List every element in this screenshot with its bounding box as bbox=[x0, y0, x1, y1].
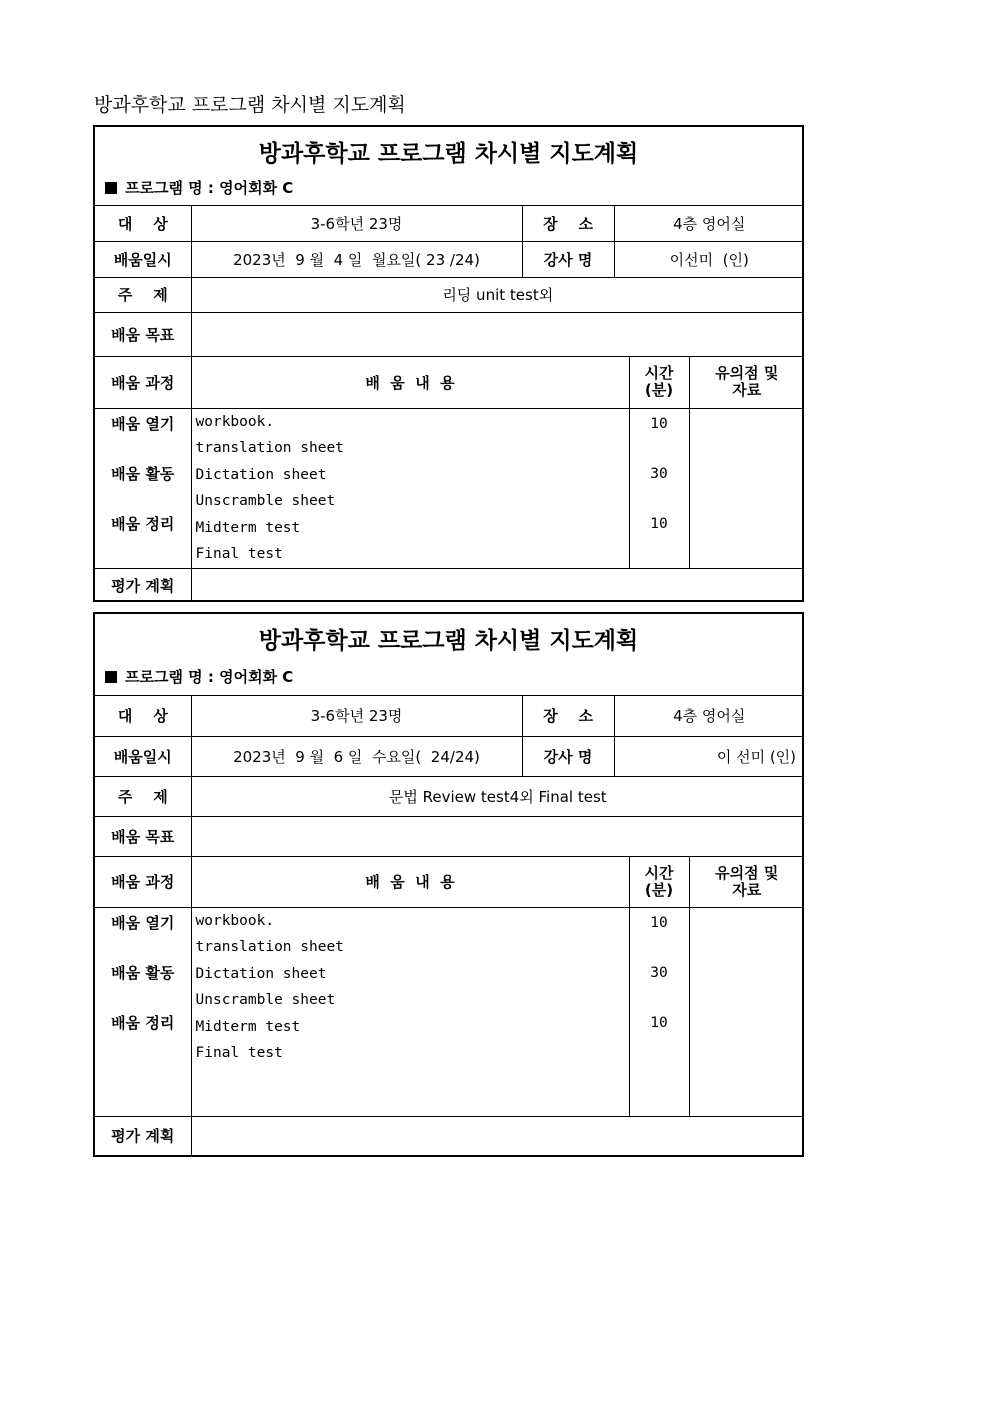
plan-table bbox=[95, 696, 804, 1155]
content-line: Final test bbox=[195, 546, 283, 562]
notes-header-line: 자료 bbox=[732, 880, 762, 899]
time-value: 30 bbox=[650, 964, 668, 981]
time-header bbox=[629, 856, 689, 907]
stages-cell bbox=[95, 907, 191, 1116]
time-value: 10 bbox=[650, 515, 668, 532]
target-value: 3-6학년 23명 bbox=[191, 206, 522, 241]
place-value: 4층 영어실 bbox=[614, 206, 804, 241]
date-label: 배움일시 bbox=[95, 241, 191, 277]
target-value: 3-6학년 23명 bbox=[191, 696, 522, 736]
notes-cell bbox=[689, 907, 804, 1116]
topic-value: 리딩 unit test외 bbox=[191, 277, 804, 312]
place-value: 4층 영어실 bbox=[614, 696, 804, 736]
document-title: 방과후학교 프로그램 차시별 지도계획 bbox=[94, 94, 406, 116]
content-line: Final test bbox=[195, 1045, 283, 1061]
notes-header-line: 자료 bbox=[732, 381, 762, 399]
content-line: Dictation sheet bbox=[195, 466, 327, 483]
content-line: Dictation sheet bbox=[195, 965, 327, 982]
notes-header bbox=[689, 356, 804, 408]
time-value: 10 bbox=[650, 1014, 668, 1031]
notes-header-line: 유의점 및 bbox=[715, 364, 779, 382]
evaluation-value bbox=[191, 1116, 804, 1155]
content-line: translation sheet bbox=[195, 939, 344, 955]
time-value: 10 bbox=[650, 914, 668, 931]
notes-header bbox=[689, 856, 804, 907]
time-header-line: (분) bbox=[644, 880, 674, 899]
stages-cell bbox=[95, 408, 191, 568]
evaluation-label: 평가 계획 bbox=[95, 568, 191, 602]
times-cell bbox=[629, 907, 689, 1116]
stage-label: 배움 열기 bbox=[111, 414, 175, 433]
date-value: 2023년 9 월 4 일 월요일( 23 /24) bbox=[191, 241, 522, 277]
notes-header-line: 유의점 및 bbox=[715, 863, 779, 882]
goal-value bbox=[191, 312, 804, 356]
content-line: translation sheet bbox=[195, 440, 344, 456]
date-label: 배움일시 bbox=[95, 736, 191, 776]
instructor-label: 강사 명 bbox=[522, 736, 614, 776]
content-line: Unscramble sheet bbox=[195, 493, 336, 509]
notes-cell bbox=[689, 408, 804, 568]
plan-title: 방과후학교 프로그램 차시별 지도계획 bbox=[258, 628, 639, 654]
content-line: Midterm test bbox=[195, 1018, 301, 1035]
stage-label: 배움 정리 bbox=[111, 1013, 175, 1032]
content-header: 배 움 내 용 bbox=[191, 856, 629, 907]
goal-value bbox=[191, 816, 804, 856]
plan-header bbox=[95, 614, 802, 696]
instructor-value: 이 선미 (인) bbox=[614, 736, 804, 776]
lesson-plan-1 bbox=[93, 125, 804, 602]
times-cell bbox=[629, 408, 689, 568]
instructor-value: 이선미 (인) bbox=[614, 241, 804, 277]
lesson-plan-2 bbox=[93, 612, 804, 1157]
topic-label: 주 제 bbox=[95, 776, 191, 816]
goal-label: 배움 목표 bbox=[95, 816, 191, 856]
square-bullet-icon bbox=[105, 182, 117, 194]
place-label: 장 소 bbox=[522, 206, 614, 241]
program-name: 프로그램 명 : 영어회화 C bbox=[105, 177, 293, 198]
topic-value: 문법 Review test4외 Final test bbox=[191, 776, 804, 816]
time-value: 10 bbox=[650, 415, 668, 432]
stage-label: 배움 활동 bbox=[111, 963, 175, 982]
date-value: 2023년 9 월 6 일 수요일( 24/24) bbox=[191, 736, 522, 776]
stage-label: 배움 정리 bbox=[111, 514, 175, 533]
process-label: 배움 과정 bbox=[95, 856, 191, 907]
stage-label: 배움 열기 bbox=[111, 913, 175, 932]
program-name: 프로그램 명 : 영어회화 C bbox=[105, 666, 293, 687]
square-bullet-icon bbox=[105, 671, 117, 683]
content-line: workbook. bbox=[195, 413, 275, 430]
content-line: Unscramble sheet bbox=[195, 992, 336, 1008]
stage-label: 배움 활동 bbox=[111, 464, 175, 483]
content-line: workbook. bbox=[195, 912, 275, 929]
process-label: 배움 과정 bbox=[95, 356, 191, 408]
goal-label: 배움 목표 bbox=[95, 312, 191, 356]
time-header-line: (분) bbox=[644, 381, 674, 399]
target-label: 대 상 bbox=[95, 696, 191, 736]
topic-label: 주 제 bbox=[95, 277, 191, 312]
content-cell bbox=[191, 408, 629, 568]
time-header bbox=[629, 356, 689, 408]
plan-table bbox=[95, 206, 804, 602]
plan-header bbox=[95, 127, 802, 206]
time-header-line: 시간 bbox=[644, 863, 674, 882]
instructor-label: 강사 명 bbox=[522, 241, 614, 277]
target-label: 대 상 bbox=[95, 206, 191, 241]
time-header-line: 시간 bbox=[644, 364, 674, 382]
place-label: 장 소 bbox=[522, 696, 614, 736]
content-line: Midterm test bbox=[195, 519, 301, 536]
evaluation-value bbox=[191, 568, 804, 602]
content-cell bbox=[191, 907, 629, 1116]
evaluation-label: 평가 계획 bbox=[95, 1116, 191, 1155]
time-value: 30 bbox=[650, 465, 668, 482]
content-header: 배 움 내 용 bbox=[191, 356, 629, 408]
plan-title: 방과후학교 프로그램 차시별 지도계획 bbox=[258, 141, 639, 167]
